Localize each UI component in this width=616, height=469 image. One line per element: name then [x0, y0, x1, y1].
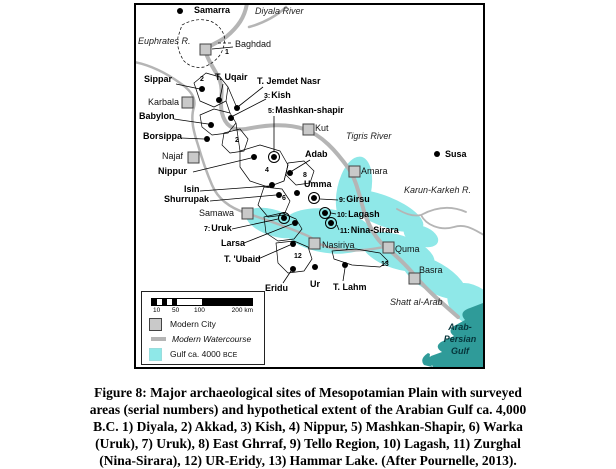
caption-line: B.C. 1) Diyala, 2) Akkad, 3) Kish, 4) Nippur, 5) Mashkan-Shapir, 6) Warka: [93, 419, 523, 434]
scale-tick: 10: [153, 307, 161, 314]
city-label-kut: Kut: [315, 123, 329, 133]
legend-label: Modern Watercourse: [172, 334, 252, 344]
site-label-susa: Susa: [445, 149, 467, 159]
scale-bar-segment: [202, 299, 252, 305]
survey-area-number-12: 12: [294, 253, 302, 260]
gulf-name-line: Gulf: [451, 346, 469, 356]
site-label-adab: Adab: [305, 149, 328, 159]
site-label-umma: Umma: [304, 179, 332, 189]
city-label-quma: Quma: [395, 244, 420, 254]
legend-item-gulf: [149, 348, 264, 360]
map-figure: [134, 3, 485, 369]
site-label-t-ubaid: T. 'Ubaid: [224, 254, 261, 264]
gulf-name-line: Persian: [443, 334, 477, 344]
site-label-babylon: Babylon: [139, 111, 175, 121]
survey-area-number-6: 6: [282, 195, 286, 202]
site-label-lagash: 10:Lagash: [337, 209, 380, 219]
water-label-tigris-river: Tigris River: [346, 131, 392, 141]
survey-area-number-4: 4: [265, 167, 269, 174]
city-label-amara: Amara: [361, 166, 388, 176]
water-label-euphrates-r: Euphrates R.: [138, 36, 191, 46]
site-label-ur: Ur: [310, 279, 321, 289]
legend-item-modern-watercourse: [149, 333, 264, 345]
survey-area-number-8: 8: [303, 172, 307, 179]
site-label-larsa: Larsa: [221, 238, 246, 248]
site-label-girsu: 9:Girsu: [339, 194, 370, 204]
city-label-samawa: Samawa: [199, 208, 235, 218]
scale-bar: [151, 298, 253, 306]
water-label-karun-karkeh-r: Karun-Karkeh R.: [404, 185, 472, 195]
site-label-eridu: Eridu: [265, 283, 289, 293]
scale-tick: 50: [172, 307, 180, 314]
caption-line: (Nina-Sirara), 12) UR-Eridy, 13) Hammar Lake. (After Pournelle, 2013).: [99, 453, 517, 468]
site-label-t-uqair: T. Uqair: [215, 72, 248, 82]
site-label-t-jemdet-nasr: T. Jemdet Nasr: [257, 76, 321, 86]
site-label-mashkan-shapir: 5:Mashkan-shapir: [268, 105, 344, 115]
survey-area-number-2: 2: [235, 137, 239, 144]
scale-tick: 200 km: [231, 307, 253, 314]
city-label-basra: Basra: [419, 265, 443, 275]
gulf-name-line: Arab-: [448, 322, 472, 332]
legend-label: Gulf ca. 4000 BCE: [170, 349, 238, 359]
survey-area-number-1: 1: [225, 49, 229, 56]
site-label-t-lahm: T. Lahm: [333, 282, 367, 292]
city-label-baghdad: Baghdad: [235, 39, 272, 49]
site-label-nippur: Nippur: [158, 166, 187, 176]
water-label-shatt-al-arab: Shatt al-Arab: [390, 297, 443, 307]
legend-label: Modern City: [170, 319, 216, 329]
watercourse-swatch: [151, 337, 166, 341]
site-label-samarra: Samarra: [194, 5, 231, 15]
gulf-swatch: [149, 348, 162, 361]
site-label-nina-sirara: 11:Nina-Sirara: [340, 225, 399, 235]
water-label-diyala-river: Diyala River: [255, 6, 304, 16]
legend-item-modern-city: [149, 318, 264, 330]
scale-bar-segment: [177, 299, 202, 305]
scale-tick: 100: [194, 307, 205, 314]
city-label-najaf: Najaf: [162, 151, 184, 161]
caption-line: Figure 8: Major archaeological sites of Mesopotamian Plain with surveyed: [94, 385, 522, 400]
scale-ticks: [151, 306, 253, 315]
city-label-karbala: Karbala: [148, 97, 180, 107]
figure-caption: [0, 384, 616, 469]
site-label-kish: 3:Kish: [264, 90, 291, 100]
map-legend: [141, 291, 265, 365]
caption-line: (Uruk), 7) Uruk), 8) East Ghrraf, 9) Tello Region, 10) Lagash, 11) Zurghal: [95, 436, 521, 451]
site-label-sippar: Sippar: [144, 74, 173, 84]
site-label-isin: Isin: [184, 184, 200, 194]
city-label-nasiriya: Nasiriya: [322, 240, 355, 250]
site-label-uruk: 7:Uruk: [204, 223, 232, 233]
site-label-shurrupak: Shurrupak: [164, 194, 210, 204]
survey-area-number-13: 13: [381, 261, 389, 268]
modern-city-swatch: [149, 318, 162, 331]
survey-area-number-2: 2: [200, 76, 204, 83]
caption-line: areas (serial numbers) and hypothetical extent of the Arabian Gulf ca. 4,000: [89, 402, 527, 417]
site-label-borsippa: Borsippa: [143, 131, 183, 141]
